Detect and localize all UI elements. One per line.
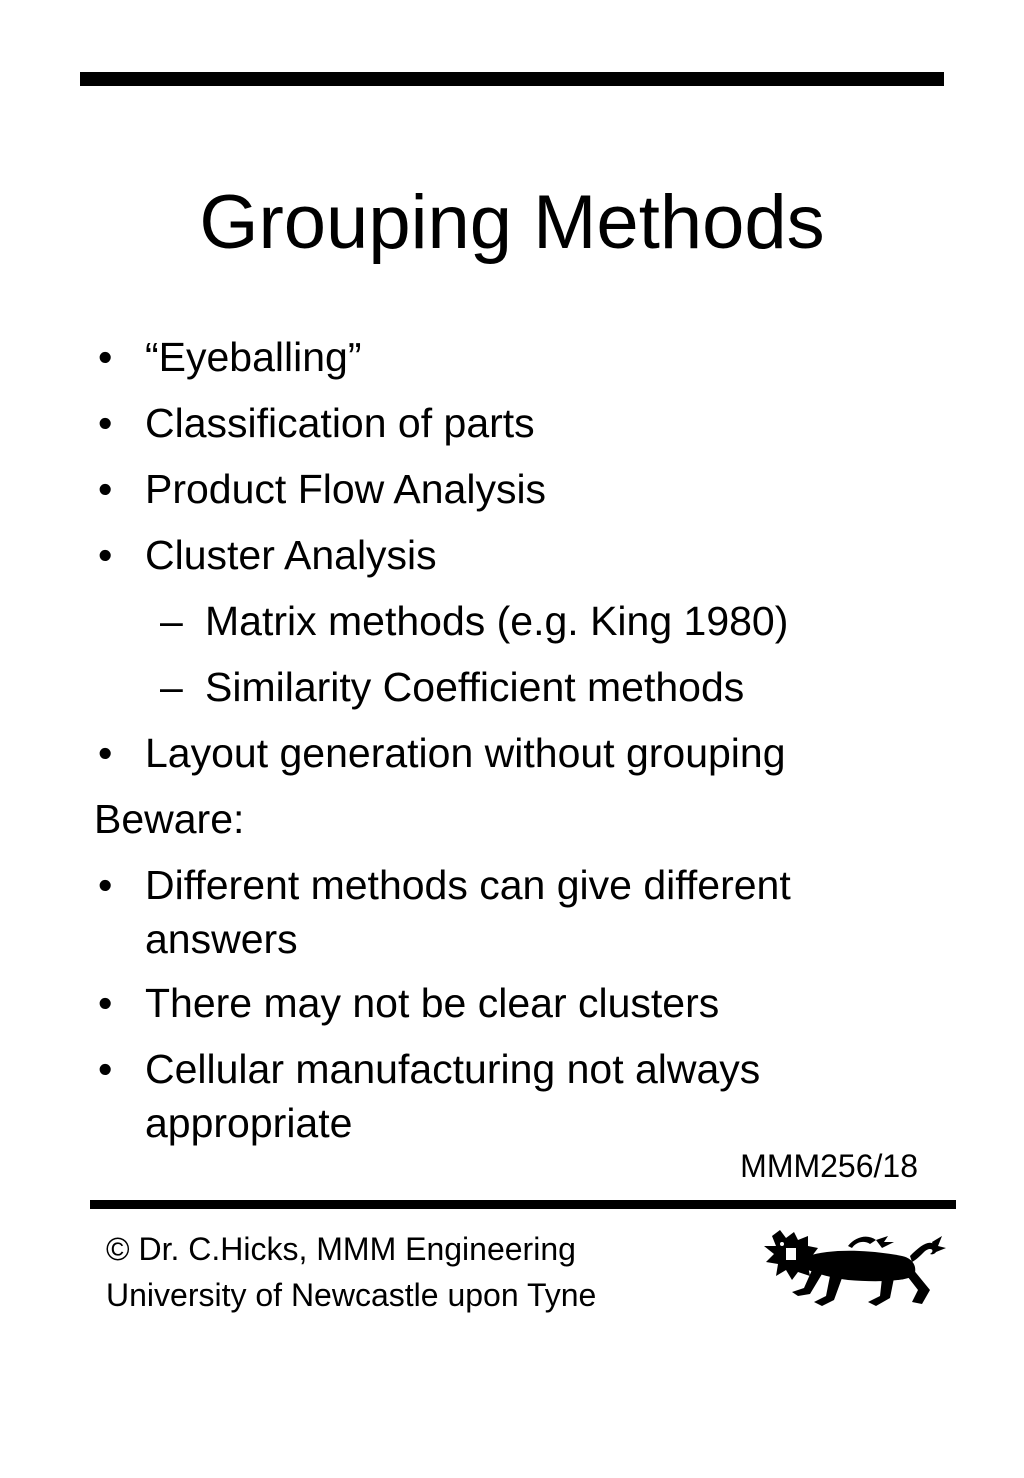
bullet-mark: • <box>98 980 113 1026</box>
bullet-mark: • <box>98 400 113 446</box>
footer-credit <box>106 1226 596 1318</box>
list-item-text: Cellular manufacturing not always <box>145 1046 761 1092</box>
bullet-mark: • <box>98 532 113 578</box>
footer-line-university: University of Newcastle upon Tyne <box>106 1277 597 1313</box>
list-item-text: There may not be clear clusters <box>145 980 720 1026</box>
bottom-rule <box>90 1200 956 1209</box>
dash-mark: – <box>160 664 183 710</box>
slide-title: Grouping Methods <box>199 180 825 265</box>
bullet-mark: • <box>98 334 113 380</box>
sub-list-item-text: Matrix methods (e.g. King 1980) <box>205 598 789 644</box>
beware-heading-text: Beware: <box>94 796 245 842</box>
list-item-text: answers <box>145 916 298 962</box>
list-item-text: Layout generation without grouping <box>145 730 786 776</box>
list-item-text: “Eyeballing” <box>145 334 362 380</box>
bullet-mark: • <box>98 730 113 776</box>
list-item-text: Cluster Analysis <box>145 532 437 578</box>
top-rule <box>80 72 944 86</box>
slide-id: MMM256/18 <box>740 1148 918 1184</box>
dash-mark: – <box>160 598 183 644</box>
list-item-text: appropriate <box>145 1100 353 1146</box>
bullet-mark: • <box>98 862 113 908</box>
sub-list-item-text: Similarity Coefficient methods <box>205 664 745 710</box>
bullet-mark: • <box>98 1046 113 1092</box>
footer-line-copyright: © Dr. C.Hicks, MMM Engineering <box>106 1231 576 1267</box>
lion-crest-icon <box>752 1226 948 1312</box>
bullet-mark: • <box>98 466 113 512</box>
list-item-text: Different methods can give different <box>145 862 791 908</box>
list-item-text: Product Flow Analysis <box>145 466 547 512</box>
list-item-text: Classification of parts <box>145 400 535 446</box>
